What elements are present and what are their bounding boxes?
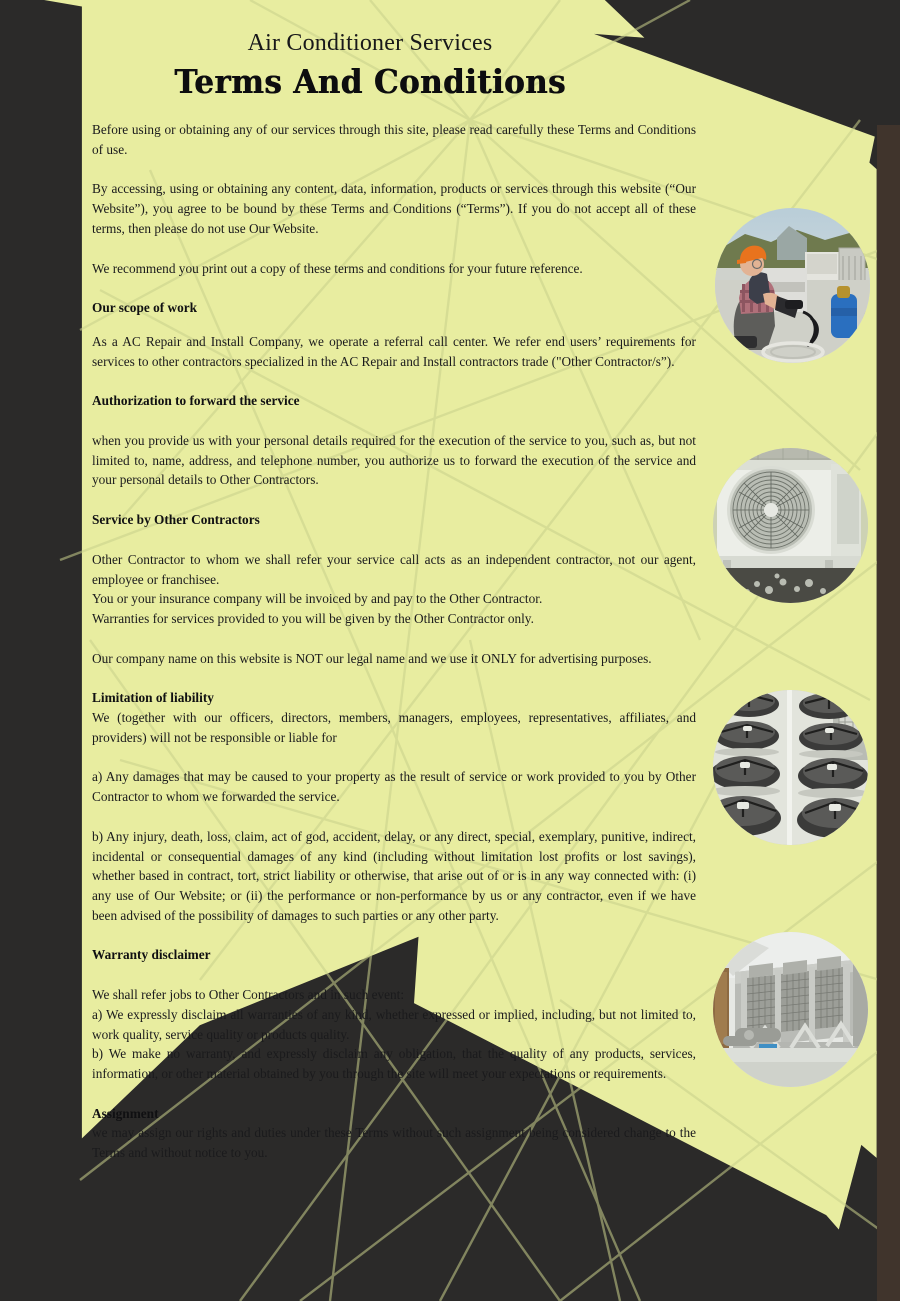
document-body <box>92 120 696 1163</box>
intro-paragraph-1: Before using or obtaining any of our services through this site, please read carefully these Terms and Conditions of use. <box>92 122 696 157</box>
paragraph-liability-b: b) Any injury, death, loss, claim, act of god, accident, delay, or any direct, special, exemplary, punitive, indirect, incidental or consequential damages of any kind (including without limitation lost profits or lost savings), whether based in contract, tort, strict liability or otherwise, that arise out of or is in any way connected with: (i) any use of Our Website; or (ii) the performance or non-performance by us or any contractor, even if we have been advised of the possibility of damages to such parties or any other party. <box>92 828 696 923</box>
paragraph-warranty-intro: We shall refer jobs to Other Contractors and in such event: <box>92 987 405 1003</box>
heading-assignment: Assignment <box>92 1105 159 1121</box>
spacer <box>92 747 696 767</box>
spacer <box>92 530 696 550</box>
intro-paragraph-3: We recommend you print out a copy of these terms and conditions for your future reference. <box>92 260 583 276</box>
condenser-unit-photo-illustration <box>713 448 868 603</box>
paragraph-service-3: Warranties for services provided to you will be given by the Other Contractor only. <box>92 610 534 626</box>
technician-photo-illustration <box>715 208 870 363</box>
spacer <box>92 668 696 688</box>
poster-header <box>0 30 740 101</box>
spacer <box>92 807 696 827</box>
industrial-chiller-photo-illustration <box>713 932 868 1087</box>
paragraph-legal-name: Our company name on this website is NOT our legal name and we use it ONLY for advertising purposes. <box>92 650 652 666</box>
paragraph-service-1: Other Contractor to whom we shall refer your service call acts as an independent contractor, not our agent, employee or franchisee. <box>92 551 696 587</box>
spacer <box>92 239 696 259</box>
paragraph-scope-of-work: As a AC Repair and Install Company, we operate a referral call center. We refer end users’ requirements for services to other contractors specialized in the AC Repair and Install contractors trade ("Other Contractor/s”). <box>92 333 696 369</box>
paragraph-warranty-b: b) We make no warranty, and expressly disclaim any obligation, that the quality of any products, services, information, or other material obtained by you through the site will meet your expectations or requirements. <box>92 1046 696 1081</box>
spacer <box>92 159 696 179</box>
intro-paragraph-2: By accessing, using or obtaining any content, data, information, products or services through this website (“Our Website”), you agree to be bound by these Terms and Conditions (“Terms”). If you do not accept all of these terms, then please do not use Our Website. <box>92 181 696 236</box>
page-title: Terms And Conditions <box>174 61 566 101</box>
photo-industrial-air-cooled-chiller <box>713 932 868 1087</box>
spacer <box>92 965 696 985</box>
paragraph-service-2: You or your insurance company will be invoiced by and pay to the Other Contractor. <box>92 591 543 607</box>
spacer <box>92 925 696 945</box>
spacer <box>92 318 696 332</box>
spacer <box>92 629 696 649</box>
spacer <box>92 411 696 431</box>
heading-service-by-other-contractors: Service by Other Contractors <box>92 512 260 528</box>
spacer <box>92 278 696 298</box>
photo-outdoor-condenser-unit-fan <box>713 448 868 603</box>
heading-limitation-of-liability: Limitation of liability <box>92 690 214 706</box>
photo-technician-servicing-rooftop-ac-unit <box>715 208 870 363</box>
right-edge-accent-strip <box>877 125 900 1301</box>
paragraph-assignment: we may assign our rights and duties under these Terms without such assignment being considered change to the Terms and without notice to you. <box>92 1125 696 1161</box>
photo-rooftop-chiller-fan-array <box>713 690 868 845</box>
heading-authorization: Authorization to forward the service <box>92 393 300 409</box>
heading-scope-of-work: Our scope of work <box>92 300 198 316</box>
spacer <box>92 490 696 510</box>
paragraph-warranty-a: a) We expressly disclaim all warranties of any kind, whether expressed or implied, including, but not limited to, work quality, service quality or products quality. <box>92 1006 696 1042</box>
document-subtitle: Air Conditioner Services <box>247 30 493 56</box>
spacer <box>92 371 696 391</box>
paragraph-authorization: when you provide us with your personal details required for the execution of the service to you, such as, but not limited to, name, address, and telephone number, you authorize us to forward the execution of the service and your personal details to Other Contractors. <box>92 433 696 488</box>
paragraph-liability-intro: We (together with our officers, directors, members, managers, employees, representatives, affiliates, and providers) will not be responsible or liable for <box>92 710 696 745</box>
chiller-fan-array-photo-illustration <box>713 690 868 845</box>
paragraph-liability-a: a) Any damages that may be caused to your property as the result of service or work provided to you by Other Contractor to whom we forwarded the service. <box>92 769 696 805</box>
spacer <box>92 1084 696 1104</box>
heading-warranty-disclaimer: Warranty disclaimer <box>92 947 211 963</box>
